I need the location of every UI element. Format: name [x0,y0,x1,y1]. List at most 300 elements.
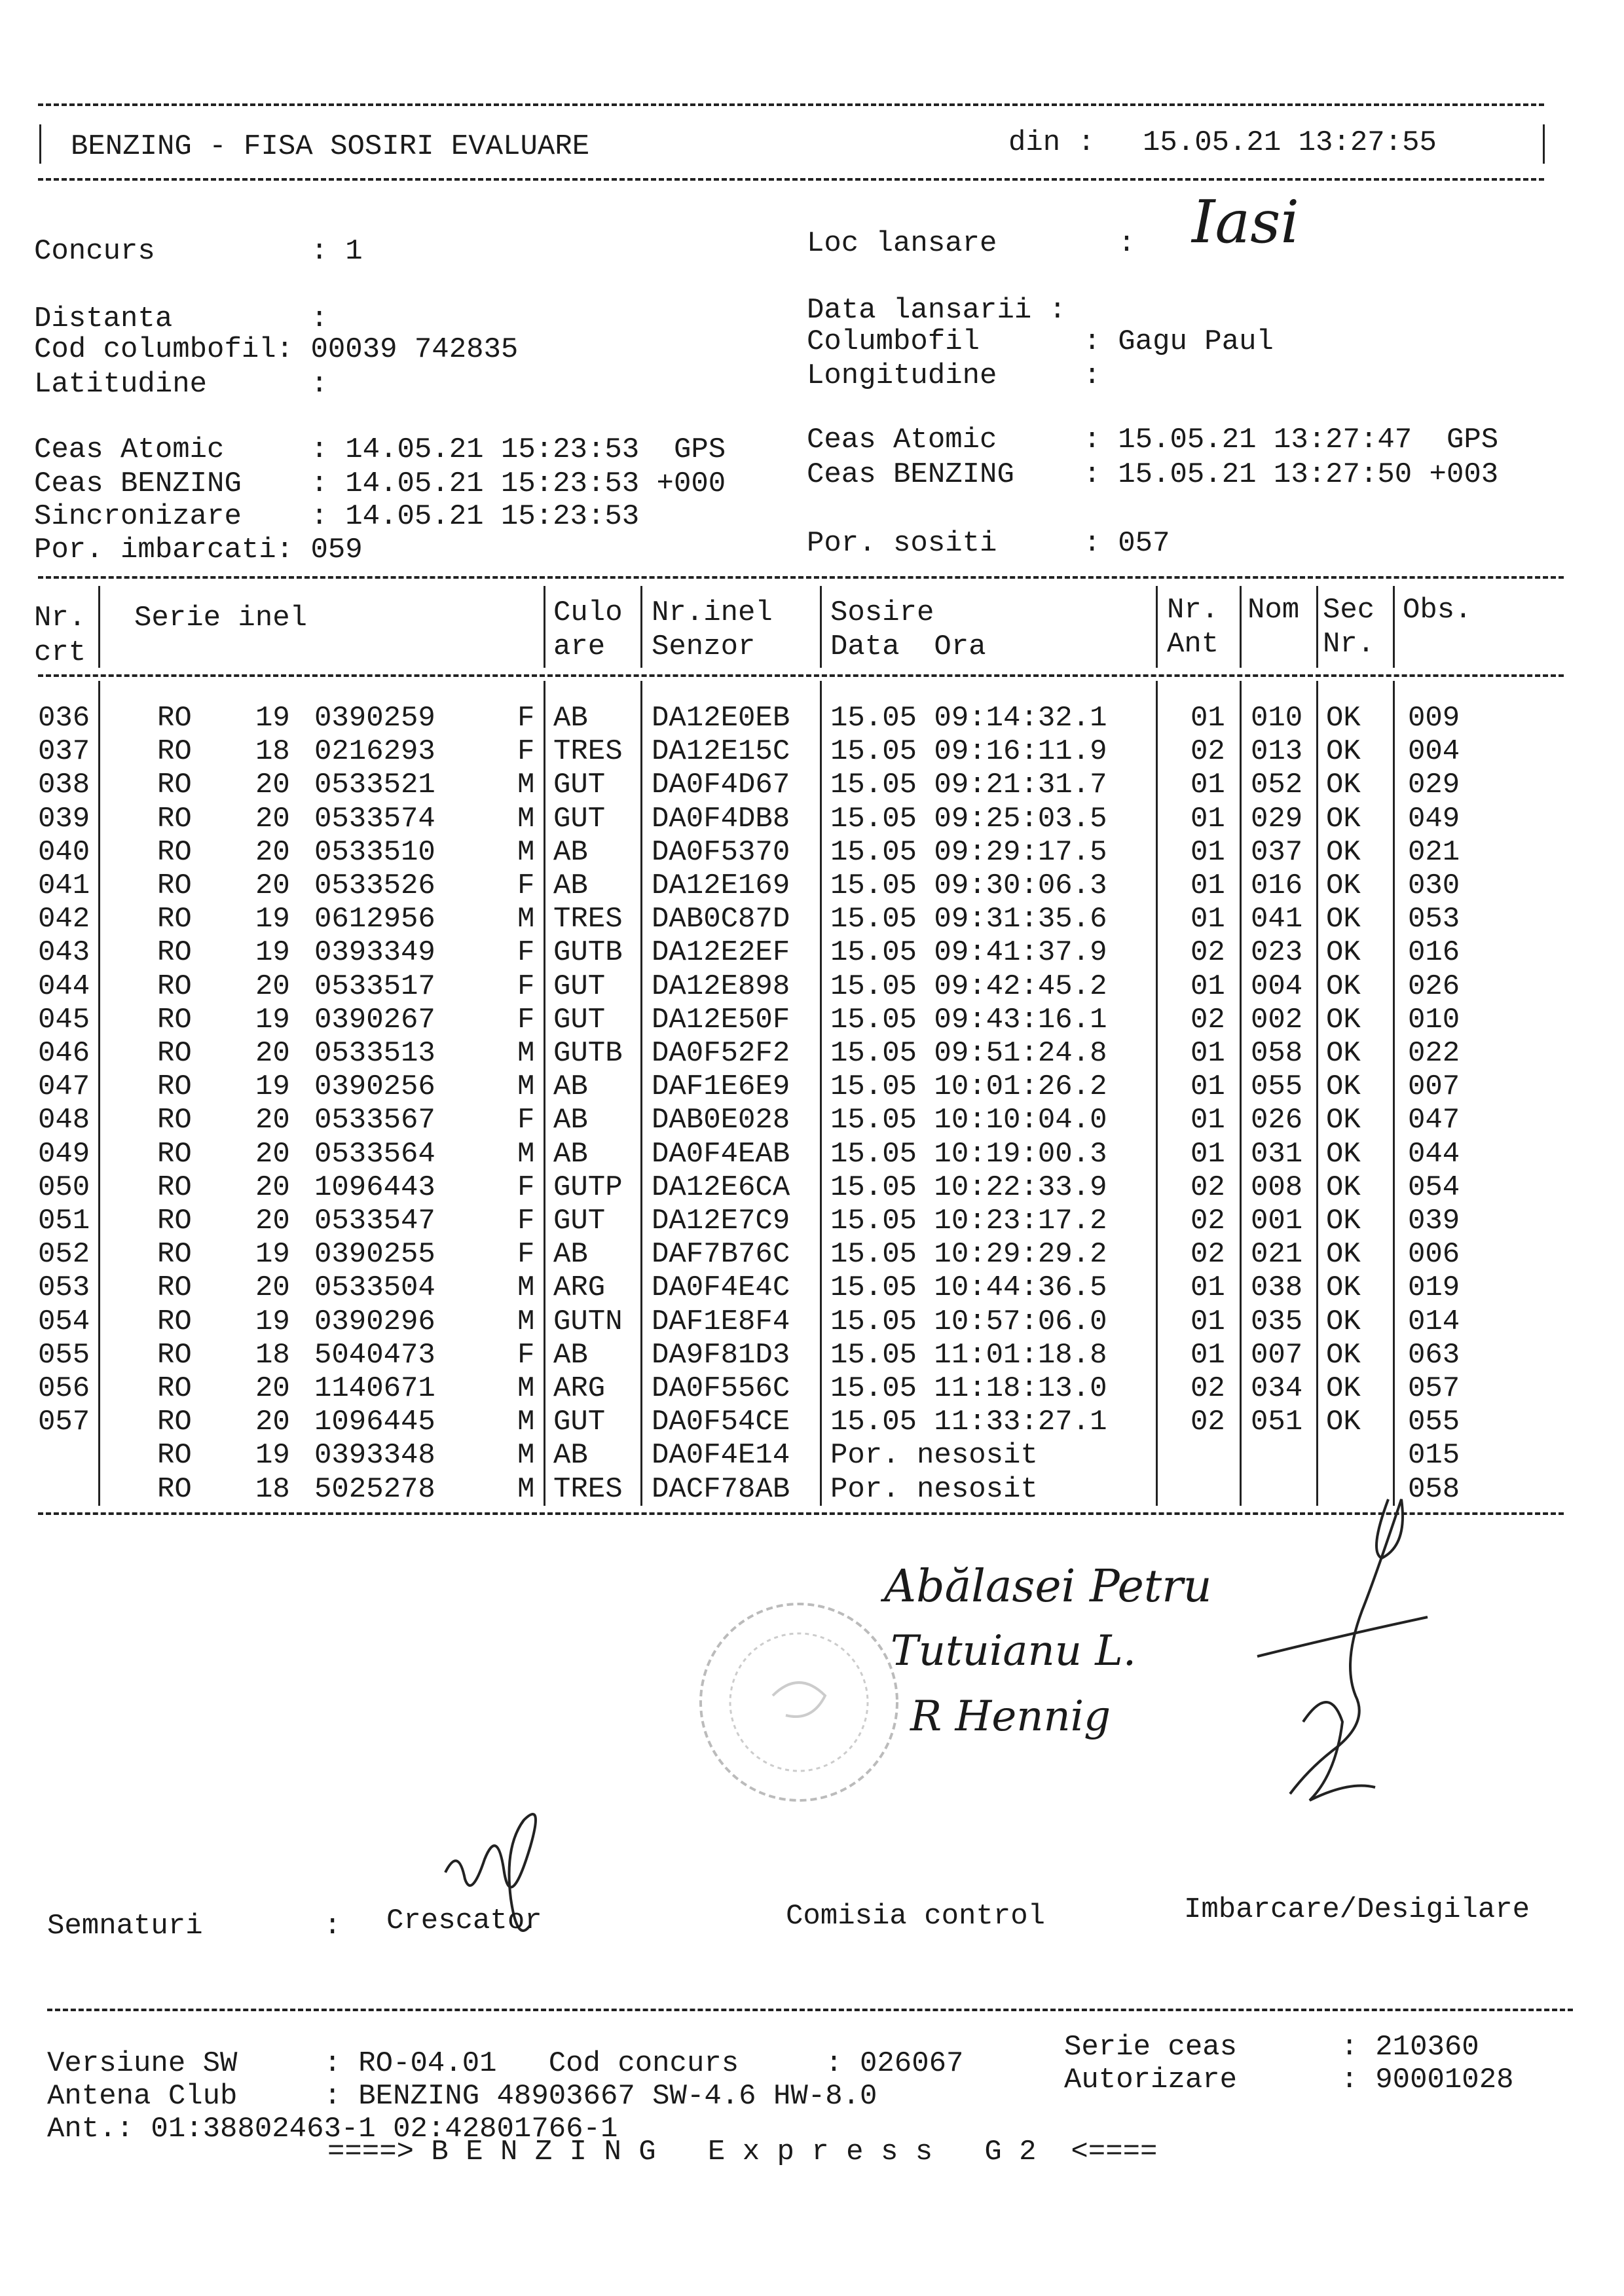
row-sec: OK [1326,1205,1361,1237]
row-sex: F [517,735,535,769]
row-year: 19 [255,1439,290,1472]
row-sensor: DA0F4DB8 [652,802,790,835]
row-obs: 054 [1408,1171,1460,1204]
row-year: 20 [255,1104,290,1137]
row-ring-number: 1140671 [314,1372,435,1405]
row-sec: OK [1326,903,1361,936]
row-nr: 039 [38,802,90,835]
col-header-nr-ant-2: Ant [1167,628,1219,661]
row-year: 20 [255,1406,290,1439]
row-year: 20 [255,869,290,902]
row-country: RO [157,769,192,802]
row-ring-number: 1096445 [314,1406,435,1439]
row-ring-number: 1096443 [314,1171,435,1204]
row-obs: 063 [1408,1338,1460,1372]
row-color: AB [553,835,588,869]
row-obs: 010 [1408,1003,1460,1036]
row-color: ARG [553,1271,606,1305]
ceas-benzing-end: Ceas BENZING : 15.05.21 13:27:50 +003 [807,458,1499,491]
row-color: AB [553,702,588,735]
row-ring-number: 0393349 [314,936,435,970]
row-year: 19 [255,1003,290,1036]
row-sex: M [517,1070,535,1104]
row-antenna: 02 [1190,936,1225,970]
row-nr: 037 [38,735,90,769]
row-sensor: DA0F4D67 [652,769,790,802]
cod-columbofil-field: Cod columbofil: 00039 742835 [34,333,519,366]
row-obs: 053 [1408,903,1460,936]
row-obs: 015 [1408,1439,1460,1472]
row-sensor: DA0F54CE [652,1406,790,1439]
row-year: 20 [255,1037,290,1070]
row-ring-number: 0533521 [314,769,435,802]
row-year: 19 [255,1238,290,1271]
row-antenna: 02 [1190,735,1225,769]
col-sep-6 [1240,586,1242,668]
table-header-bottom-border [38,674,1564,677]
row-color: GUTB [553,1037,623,1070]
signature-name-1: Abălasei Petru [884,1561,1212,1613]
row-sensor: DA12E7C9 [652,1205,790,1237]
row-sex: F [517,1238,535,1271]
col-sep-1 [98,586,100,668]
row-nr: 055 [38,1338,90,1372]
row-sex: F [517,970,535,1003]
row-obs: 009 [1408,702,1460,735]
row-sec: OK [1326,1070,1361,1104]
header-bottom-border [38,178,1544,181]
row-sensor: DA12E2EF [652,936,790,970]
row-color: AB [553,1104,588,1137]
row-antenna: 01 [1190,1137,1225,1171]
row-color: GUT [553,802,606,835]
col-header-senzor: Senzor [652,630,756,663]
row-color: GUT [553,1406,606,1439]
row-sex: M [517,1406,535,1439]
table-row [0,1138,1624,1171]
row-ring-number: 0390267 [314,1003,435,1036]
row-nr: 049 [38,1137,90,1171]
row-sec: OK [1326,1305,1361,1338]
table-row [0,1205,1624,1238]
row-sensor: DA12E6CA [652,1171,790,1204]
row-nr: 051 [38,1205,90,1237]
row-country: RO [157,1205,192,1237]
row-sec: OK [1326,802,1361,835]
row-sensor: DA9F81D3 [652,1338,790,1372]
row-obs: 029 [1408,769,1460,802]
row-sex: F [517,1338,535,1372]
row-nom: 041 [1251,903,1303,936]
row-antenna: 01 [1190,769,1225,802]
row-nom: 026 [1251,1104,1303,1137]
table-row [0,803,1624,836]
commission-signature-scribble [1231,1473,1467,1813]
row-color: AB [553,1137,588,1171]
row-country: RO [157,1271,192,1305]
row-antenna: 01 [1190,903,1225,936]
row-arrival: 15.05 09:41:37.9 [830,936,1107,970]
row-ring-number: 0533526 [314,869,435,902]
col-header-sosire: Sosire [830,596,934,629]
row-nom: 058 [1251,1037,1303,1070]
row-arrival: 15.05 10:29:29.2 [830,1238,1107,1271]
row-nr: 036 [38,702,90,735]
table-row [0,735,1624,769]
row-color: GUT [553,769,606,802]
row-sec: OK [1326,1372,1361,1405]
col-header-sec-2: Nr. [1323,628,1375,661]
row-sex: F [517,936,535,970]
row-country: RO [157,1171,192,1204]
row-nom: 001 [1251,1205,1303,1237]
row-sec: OK [1326,1338,1361,1372]
row-sensor: DAF7B76C [652,1238,790,1271]
row-year: 19 [255,1070,290,1104]
row-sex: M [517,802,535,835]
distanta-field: Distanta : [34,302,328,335]
row-color: GUT [553,970,606,1003]
header-top-border [38,103,1544,106]
row-obs: 039 [1408,1205,1460,1237]
header-right-border [1543,124,1545,164]
signature-name-3: R Hennig [910,1692,1111,1741]
row-arrival: 15.05 09:16:11.9 [830,735,1107,769]
row-obs: 016 [1408,936,1460,970]
col-sep-8 [1393,586,1395,668]
table-row [0,903,1624,936]
row-sensor: DA0F5370 [652,835,790,869]
row-country: RO [157,1070,192,1104]
row-obs: 021 [1408,835,1460,869]
row-antenna: 01 [1190,970,1225,1003]
row-arrival: 15.05 10:19:00.3 [830,1137,1107,1171]
col-header-obs: Obs. [1403,594,1472,627]
row-sensor: DA0F52F2 [652,1037,790,1070]
row-sex: M [517,1372,535,1405]
row-arrival: 15.05 09:14:32.1 [830,702,1107,735]
footer-top-border [47,2009,1573,2011]
col-header-nr: Nr. [34,602,86,634]
col-sep-4 [820,586,822,668]
row-color: TRES [553,735,623,769]
table-row [0,769,1624,802]
row-sec: OK [1326,835,1361,869]
row-sex: F [517,702,535,735]
col-header-nr-ant-1: Nr. [1167,594,1219,627]
col-header-crt: crt [34,636,86,669]
row-nr: 038 [38,769,90,802]
row-color: GUT [553,1205,606,1237]
row-country: RO [157,735,192,769]
table-row [0,970,1624,1004]
row-year: 20 [255,970,290,1003]
row-year: 20 [255,802,290,835]
row-color: TRES [553,903,623,936]
col-sep-2 [544,586,545,668]
row-antenna: 02 [1190,1171,1225,1204]
row-sex: M [517,1305,535,1338]
row-arrival: 15.05 09:21:31.7 [830,769,1107,802]
row-antenna: 01 [1190,835,1225,869]
row-sex: M [517,903,535,936]
benzing-express-banner: ====> B E N Z I N G E x p r e s s G 2 <==== [327,2136,1158,2168]
row-nom: 004 [1251,970,1303,1003]
table-row [0,1305,1624,1339]
row-arrival: Por. nesosit [830,1472,1038,1506]
table-row [0,1271,1624,1305]
row-arrival: 15.05 09:30:06.3 [830,869,1107,902]
row-ring-number: 0393348 [314,1439,435,1472]
row-color: GUT [553,1003,606,1036]
row-nr: 042 [38,903,90,936]
row-nom: 055 [1251,1070,1303,1104]
row-sensor: DA0F4E14 [652,1439,790,1472]
col-header-nr-inel: Nr.inel [652,596,773,629]
ant-field: Ant.: 01:38802463-1 02:42801766-1 [47,2113,618,2145]
por-sositi-field: Por. sositi : 057 [807,527,1170,560]
row-obs: 049 [1408,802,1460,835]
table-row [0,1037,1624,1070]
row-arrival: 15.05 09:51:24.8 [830,1037,1107,1070]
row-nom: 052 [1251,769,1303,802]
row-arrival: 15.05 09:31:35.6 [830,903,1107,936]
latitudine-field: Latitudine : [34,368,328,401]
row-year: 20 [255,835,290,869]
table-row [0,1439,1624,1472]
row-color: TRES [553,1472,623,1506]
col-sep-7 [1316,586,1318,668]
ceas-atomic-end: Ceas Atomic : 15.05.21 13:27:47 GPS [807,424,1499,456]
row-sensor: DACF78AB [652,1472,790,1506]
row-nom: 002 [1251,1003,1303,1036]
row-year: 18 [255,735,290,769]
row-nom: 008 [1251,1171,1303,1204]
concurs-field: Concurs : 1 [34,235,363,268]
row-arrival: 15.05 10:57:06.0 [830,1305,1107,1338]
crescator-label: Crescator [386,1904,542,1937]
row-country: RO [157,903,192,936]
row-ring-number: 0216293 [314,735,435,769]
row-nom: 034 [1251,1372,1303,1405]
row-nr: 048 [38,1104,90,1137]
row-obs: 007 [1408,1070,1460,1104]
row-obs: 030 [1408,869,1460,902]
row-year: 19 [255,936,290,970]
row-ring-number: 0533564 [314,1137,435,1171]
row-country: RO [157,1338,192,1372]
print-date-label: din : [1008,126,1096,159]
row-obs: 014 [1408,1305,1460,1338]
row-nom: 023 [1251,936,1303,970]
col-sep-5 [1156,586,1158,668]
row-sensor: DAF1E6E9 [652,1070,790,1104]
row-country: RO [157,869,192,902]
row-year: 19 [255,903,290,936]
columbofil-field: Columbofil : Gagu Paul [807,325,1274,358]
serie-ceas-field: Serie ceas : 210360 [1064,2031,1479,2064]
row-nr: 043 [38,936,90,970]
row-color: AB [553,869,588,902]
row-arrival: 15.05 09:29:17.5 [830,835,1107,869]
row-color: AB [553,1070,588,1104]
row-antenna: 01 [1190,702,1225,735]
row-ring-number: 0612956 [314,903,435,936]
row-country: RO [157,1472,192,1506]
row-country: RO [157,1037,192,1070]
row-arrival: Por. nesosit [830,1439,1038,1472]
row-country: RO [157,1104,192,1137]
row-sec: OK [1326,1406,1361,1439]
row-nom: 016 [1251,869,1303,902]
row-arrival: 15.05 09:42:45.2 [830,970,1107,1003]
row-sex: M [517,835,535,869]
row-nom: 029 [1251,802,1303,835]
row-country: RO [157,1439,192,1472]
row-sensor: DAB0E028 [652,1104,790,1137]
table-row [0,1104,1624,1137]
row-nr: 053 [38,1271,90,1305]
row-nr: 057 [38,1406,90,1439]
row-sex: M [517,1439,535,1472]
por-imbarcati-field: Por. imbarcati: 059 [34,534,363,566]
row-nom: 051 [1251,1406,1303,1439]
row-color: AB [553,1338,588,1372]
row-country: RO [157,1372,192,1405]
row-year: 18 [255,1338,290,1372]
row-sensor: DA12E169 [652,869,790,902]
row-year: 20 [255,1205,290,1237]
row-ring-number: 0533547 [314,1205,435,1237]
row-sec: OK [1326,735,1361,769]
club-stamp [694,1597,904,1807]
signature-name-2: Tutuianu L. [891,1627,1137,1675]
row-year: 19 [255,1305,290,1338]
row-arrival: 15.05 10:01:26.2 [830,1070,1107,1104]
row-sex: F [517,1205,535,1237]
table-row [0,1238,1624,1271]
row-sensor: DA0F556C [652,1372,790,1405]
row-antenna: 02 [1190,1205,1225,1237]
col-sep-3 [640,586,642,668]
row-ring-number: 0390259 [314,702,435,735]
row-sec: OK [1326,869,1361,902]
sincronizare-field: Sincronizare : 14.05.21 15:23:53 [34,500,640,533]
row-sec: OK [1326,1003,1361,1036]
row-antenna: 01 [1190,1271,1225,1305]
row-nom: 013 [1251,735,1303,769]
row-country: RO [157,835,192,869]
row-sex: M [517,1271,535,1305]
row-sec: OK [1326,1104,1361,1137]
col-header-culo: Culo [553,596,623,629]
row-arrival: 15.05 09:25:03.5 [830,802,1107,835]
row-nr: 050 [38,1171,90,1204]
row-ring-number: 0533567 [314,1104,435,1137]
row-nr: 040 [38,835,90,869]
row-color: AB [553,1238,588,1271]
row-year: 20 [255,1372,290,1405]
row-ring-number: 0533574 [314,802,435,835]
row-obs: 022 [1408,1037,1460,1070]
row-arrival: 15.05 10:44:36.5 [830,1271,1107,1305]
row-obs: 055 [1408,1406,1460,1439]
row-ring-number: 5025278 [314,1472,435,1506]
table-row [0,1339,1624,1372]
row-obs: 047 [1408,1104,1460,1137]
loc-lansare-handwritten: Iasi [1192,188,1300,257]
row-sec: OK [1326,1137,1361,1171]
row-obs: 057 [1408,1372,1460,1405]
row-ring-number: 0390296 [314,1305,435,1338]
row-year: 20 [255,1137,290,1171]
row-nom: 010 [1251,702,1303,735]
table-row [0,1406,1624,1439]
row-sensor: DA12E15C [652,735,790,769]
row-nom: 021 [1251,1238,1303,1271]
table-row [0,702,1624,735]
row-sex: M [517,1472,535,1506]
row-sensor: DA12E0EB [652,702,790,735]
document-title: BENZING - FISA SOSIRI EVALUARE [71,130,590,163]
row-sensor: DA12E898 [652,970,790,1003]
semnaturi-label: Semnaturi : [47,1910,341,1942]
row-ring-number: 0390256 [314,1070,435,1104]
row-sex: F [517,1104,535,1137]
print-date-value: 15.05.21 13:27:55 [1143,126,1437,159]
row-ring-number: 5040473 [314,1338,435,1372]
row-year: 19 [255,702,290,735]
row-country: RO [157,1305,192,1338]
row-color: GUTN [553,1305,623,1338]
row-arrival: 15.05 11:33:27.1 [830,1406,1107,1439]
row-ring-number: 0533513 [314,1037,435,1070]
longitudine-field: Longitudine : [807,359,1101,392]
row-antenna: 01 [1190,802,1225,835]
row-sec: OK [1326,1271,1361,1305]
row-obs: 019 [1408,1271,1460,1305]
row-sex: M [517,769,535,802]
row-nom: 037 [1251,835,1303,869]
table-row [0,1070,1624,1104]
row-country: RO [157,802,192,835]
row-sensor: DA0F4EAB [652,1137,790,1171]
row-sex: M [517,1037,535,1070]
row-country: RO [157,1406,192,1439]
row-sensor: DAF1E8F4 [652,1305,790,1338]
row-nr: 052 [38,1238,90,1271]
table-row [0,1171,1624,1205]
row-obs: 004 [1408,735,1460,769]
row-sec: OK [1326,1238,1361,1271]
row-sex: F [517,869,535,902]
table-row [0,869,1624,903]
row-nom: 038 [1251,1271,1303,1305]
row-year: 18 [255,1472,290,1506]
row-sensor: DA12E50F [652,1003,790,1036]
row-ring-number: 0533510 [314,835,435,869]
col-header-sec-1: Sec [1323,594,1375,627]
row-sex: M [517,1137,535,1171]
row-nr: 046 [38,1037,90,1070]
row-arrival: 15.05 10:22:33.9 [830,1171,1107,1204]
row-sec: OK [1326,702,1361,735]
row-sensor: DAB0C87D [652,903,790,936]
col-header-nom: Nom [1247,594,1300,627]
row-antenna: 01 [1190,1104,1225,1137]
row-arrival: 15.05 09:43:16.1 [830,1003,1107,1036]
col-header-serie-inel: Serie inel [134,602,308,634]
